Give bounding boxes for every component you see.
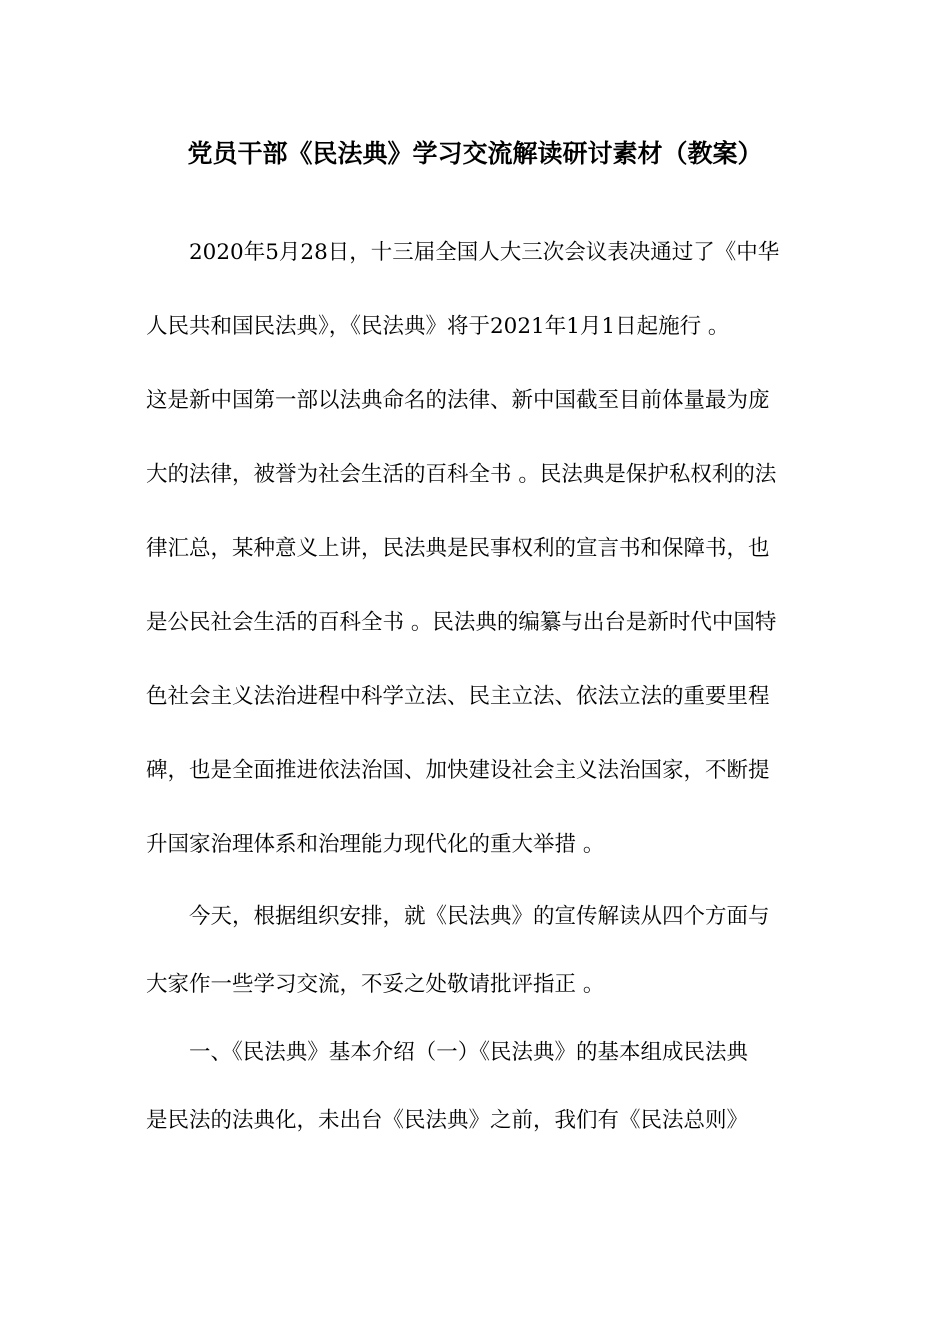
paragraph-line: 一、《民法典》基本介绍（一）《民法典》的基本组成民法典 [189, 1040, 749, 1065]
paragraph-line: 大的法律，被誉为社会生活的百科全书 。民法典是保护私权利的法 [146, 462, 777, 487]
paragraph-line: 色社会主义法治进程中科学立法、民主立法、依法立法的重要里程 [146, 684, 770, 709]
paragraph-line: 升国家治理体系和治理能力现代化的重大举措 。 [146, 832, 605, 857]
paragraph-line: 今天，根据组织安排，就《民法典》的宣传解读从四个方面与 [189, 904, 770, 929]
paragraph-line: 这是新中国第一部以法典命名的法律、新中国截至目前体量最为庞 [146, 388, 770, 413]
paragraph-line: 2020年5月28日，十三届全国人大三次会议表决通过了《中华 [189, 240, 780, 265]
document-title: 党员干部《民法典》学习交流解读研讨素材（教案） [187, 139, 763, 168]
paragraph-line: 人民共和国民法典》，《民法典》将于2021年1月1日起施行 。 [146, 314, 730, 339]
paragraph-line: 是民法的法典化，未出台《民法典》之前，我们有《民法总则》 [146, 1108, 749, 1133]
paragraph-line: 大家作一些学习交流，不妥之处敬请批评指正 。 [146, 972, 605, 997]
paragraph-line: 碑，也是全面推进依法治国、加快建设社会主义法治国家，不断提 [146, 758, 770, 783]
paragraph-line: 是公民社会生活的百科全书 。民法典的编纂与出台是新时代中国特 [146, 610, 777, 635]
paragraph-line: 律汇总，某种意义上讲，民法典是民事权利的宣言书和保障书，也 [146, 536, 770, 561]
